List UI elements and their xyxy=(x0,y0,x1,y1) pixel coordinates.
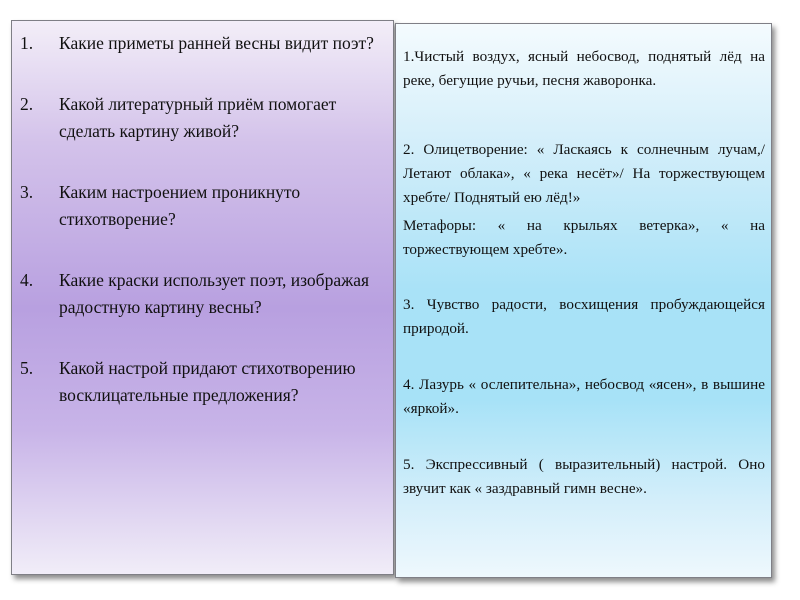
question-text: Какой литературный приём помогает сделать картину живой? xyxy=(59,94,337,141)
answer-4: 4. Лазурь « ослепительна», небосвод «ясен», в вышине «яркой». xyxy=(403,376,765,417)
question-item xyxy=(20,30,390,57)
questions-list xyxy=(20,30,390,443)
question-number: 2. xyxy=(20,94,34,114)
answers-list xyxy=(403,45,765,501)
question-item xyxy=(20,355,390,409)
question-number: 3. xyxy=(20,182,34,202)
answer-2: 2. Олицетворение: « Ласкаясь к солнечным лучам,/ Летают облака», « река несёт»/ На торжествующем хребте/ Поднятый ею лёд!» xyxy=(403,141,765,206)
question-number: 5. xyxy=(20,358,34,378)
answer-3: 3. Чувство радости, восхищения пробуждающейся природой. xyxy=(403,296,765,337)
question-text: Какой настрой придают стихотворению восклицательные предложения? xyxy=(59,358,356,405)
question-item xyxy=(20,267,390,321)
answers-panel xyxy=(395,23,772,578)
question-item xyxy=(20,91,390,145)
questions-panel xyxy=(11,20,394,575)
answer-5: 5. Экспрессивный ( выразительный) настрой. Оно звучит как « заздравный гимн весне». xyxy=(403,456,765,497)
question-number: 4. xyxy=(20,270,34,290)
question-number: 1. xyxy=(20,33,34,53)
question-text: Какие краски использует поэт, изображая радостную картину весны? xyxy=(59,270,370,317)
question-text: Какие приметы ранней весны видит поэт? xyxy=(59,33,374,53)
answer-1: 1.Чистый воздух, ясный небосвод, поднятый лёд на реке, бегущие ручьи, песня жаворонка. xyxy=(403,48,765,89)
question-text: Каким настроением проникнуто стихотворение? xyxy=(59,182,301,229)
question-item xyxy=(20,179,390,233)
answer-2-metaphors: Метафоры: « на крыльях ветерка», « на торжествующем хребте». xyxy=(403,217,765,258)
